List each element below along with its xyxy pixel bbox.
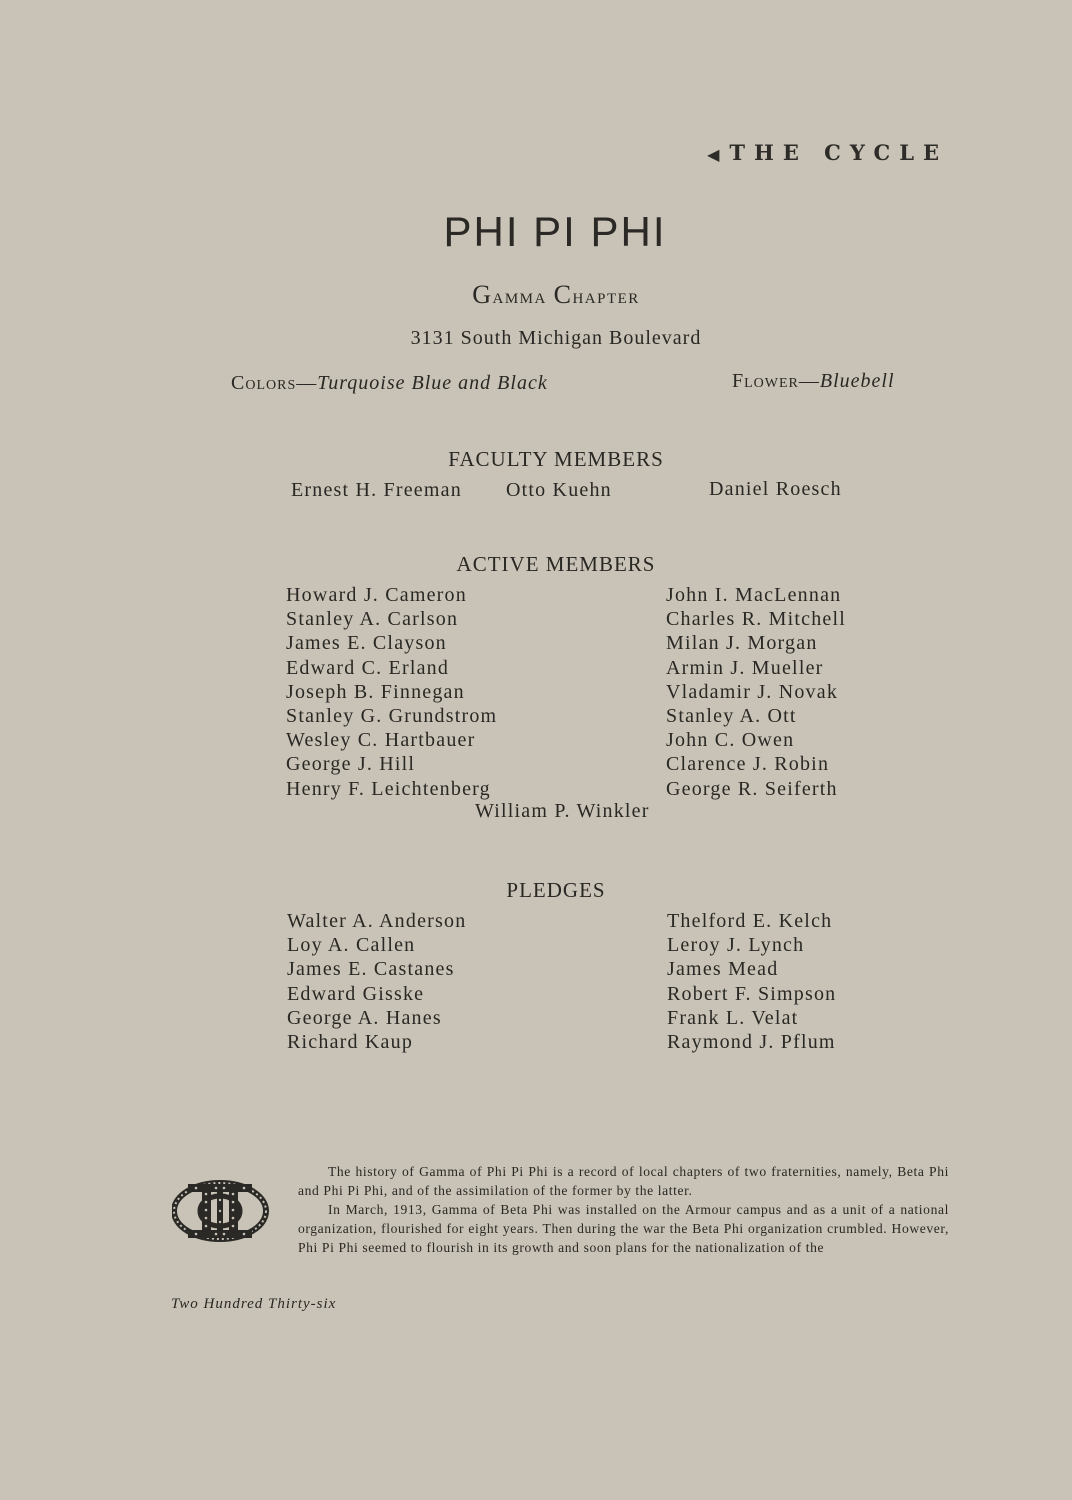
chapter-initial-2: C [553, 280, 573, 309]
pledges-left-list [287, 909, 466, 1054]
list-item: John I. MacLennan [666, 584, 842, 606]
list-item: Armin J. Mueller [666, 656, 824, 679]
list-item: George R. Seiferth [666, 777, 838, 800]
colors-dash: — [296, 372, 318, 394]
list-item: Raymond J. Pflum [667, 1030, 836, 1053]
chapter-address: 3131 South Michigan Boulevard [410, 327, 702, 349]
page-title: PHI PI PHI [443, 208, 667, 255]
list-item: Thelford E. Kelch [667, 910, 833, 932]
history-paragraph-1: The history of Gamma of Phi Pi Phi is a record of local chapters of two fraternities, namely, Beta Phi and Phi Pi Phi, and of the assimilation of the former by the latter. [298, 1164, 949, 1198]
flower-label: Flower [732, 370, 799, 392]
active-center-member: William P. Winkler [475, 800, 650, 822]
list-item: Charles R. Mitchell [666, 608, 846, 631]
list-item: James Mead [667, 958, 779, 981]
list-item: Joseph B. Finnegan [286, 680, 465, 703]
history-paragraph-2: In March, 1913, Gamma of Beta Phi was installed on the Armour campus and as a unit of a national organization, flourished for eight years. Then during the war the Beta Phi organization crumbled. However, Phi Pi Phi seemed to flourish in its growth and soon plans for the nationalization of the [298, 1202, 949, 1255]
list-item: Edward Gisske [287, 982, 425, 1005]
list-item: Edward C. Erland [286, 656, 450, 679]
list-item: Stanley A. Carlson [286, 608, 459, 631]
list-item: Leroy J. Lynch [667, 934, 805, 957]
faculty-member: Ernest H. Freeman [291, 479, 462, 501]
chapter-initial-1: G [472, 280, 493, 309]
list-item: George J. Hill [286, 753, 416, 776]
list-item: Vladamir J. Novak [666, 680, 839, 703]
list-item: Stanley G. Grundstrom [286, 704, 498, 727]
page-number-footer: Two Hundred Thirty-six [171, 1296, 337, 1312]
list-item: Henry F. Leichtenberg [286, 777, 491, 800]
list-item: Richard Kaup [287, 1030, 414, 1053]
list-item: James E. Castanes [287, 958, 455, 981]
faculty-member: Daniel Roesch [709, 478, 842, 500]
left-arrow-icon: ◀ [707, 145, 720, 164]
chapter-history [298, 1162, 949, 1257]
chapter-name [0, 280, 1072, 310]
active-right-list [666, 583, 846, 801]
pledges-heading: PLEDGES [506, 878, 606, 902]
list-item: George A. Hanes [287, 1006, 442, 1029]
chapter-word-1: amma [492, 284, 547, 308]
list-item: Wesley C. Hartbauer [286, 729, 476, 752]
running-header [707, 140, 948, 165]
flower-value: Bluebell [819, 370, 895, 392]
list-item: Clarence J. Robin [666, 753, 830, 776]
faculty-member: Otto Kuehn [506, 479, 612, 501]
list-item: Frank L. Velat [667, 1006, 799, 1029]
active-heading: ACTIVE MEMBERS [456, 552, 656, 576]
list-item: Walter A. Anderson [287, 910, 467, 932]
active-left-list [286, 583, 497, 801]
running-title: THE CYCLE [729, 140, 948, 165]
flower-dash: — [798, 370, 820, 392]
list-item: Loy A. Callen [287, 934, 416, 957]
list-item: John C. Owen [666, 729, 795, 752]
colors-value: Turquoise Blue and Black [317, 372, 548, 394]
colors-line [231, 372, 548, 395]
chapter-word-2: hapter [572, 284, 640, 308]
faculty-heading: FACULTY MEMBERS [448, 447, 664, 471]
list-item: Robert F. Simpson [667, 982, 837, 1005]
list-item: James E. Clayson [286, 632, 447, 655]
flower-line [732, 370, 895, 393]
list-item: Howard J. Cameron [286, 584, 467, 606]
phi-pi-phi-crest-icon [172, 1180, 269, 1242]
colors-label: Colors [231, 372, 297, 394]
list-item: Milan J. Morgan [666, 632, 818, 655]
list-item: Stanley A. Ott [666, 704, 797, 727]
pledges-right-list [667, 909, 836, 1054]
